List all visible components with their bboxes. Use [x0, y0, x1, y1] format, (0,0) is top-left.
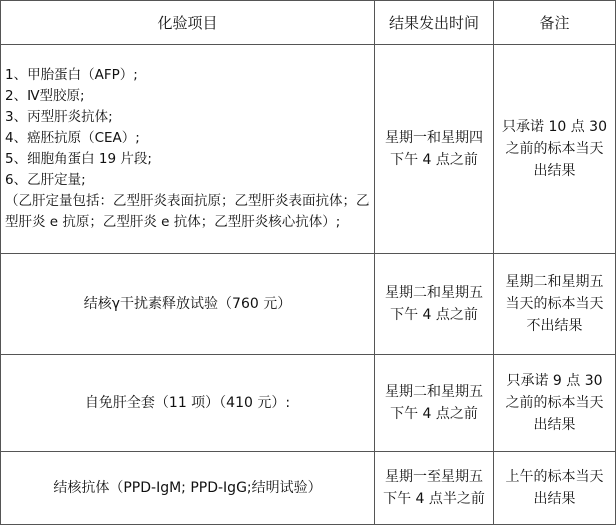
table-header-row: [1, 1, 616, 45]
test-item-line: 4、癌胚抗原（CEA）;: [5, 130, 140, 146]
note: 星期二和星期五当天的标本当天不出结果: [494, 254, 616, 355]
header-result-time: 结果发出时间: [375, 1, 494, 45]
test-item: 结核γ干扰素释放试验（760 元）: [1, 254, 375, 355]
note: 只承诺 10 点 30 之前的标本当天出结果: [494, 45, 616, 254]
result-time: 星期一和星期四下午 4 点之前: [375, 45, 494, 254]
table-row: [1, 355, 616, 452]
test-item-line: 5、细胞角蛋白 19 片段;: [5, 151, 152, 167]
result-time: 星期二和星期五下午 4 点之前: [375, 254, 494, 355]
test-item-line: 2、Ⅳ型胶原;: [5, 88, 85, 104]
test-item-line: 1、甲胎蛋白（AFP）;: [5, 67, 138, 83]
table-row: [1, 254, 616, 355]
table-row: [1, 452, 616, 525]
test-item-note: （乙肝定量包括：乙型肝炎表面抗原；乙型肝炎表面抗体；乙型肝炎 e 抗原；乙型肝炎 e 抗体；乙型肝炎核心抗体）;: [5, 193, 370, 230]
header-note: 备注: [494, 1, 616, 45]
test-item-line: 6、乙肝定量;: [5, 172, 86, 188]
note: 上午的标本当天出结果: [494, 452, 616, 525]
result-time: 星期二和星期五下午 4 点之前: [375, 355, 494, 452]
test-item-list: [1, 45, 375, 254]
note: 只承诺 9 点 30 之前的标本当天出结果: [494, 355, 616, 452]
test-item: 自免肝全套（11 项）（410 元）:: [1, 355, 375, 452]
test-item-line: 3、丙型肝炎抗体;: [5, 109, 113, 125]
table-row: [1, 45, 616, 254]
header-test-item: 化验项目: [1, 1, 375, 45]
result-time: 星期一至星期五下午 4 点半之前: [375, 452, 494, 525]
test-item: 结核抗体（PPD-IgM; PPD-IgG;结明试验）: [1, 452, 375, 525]
